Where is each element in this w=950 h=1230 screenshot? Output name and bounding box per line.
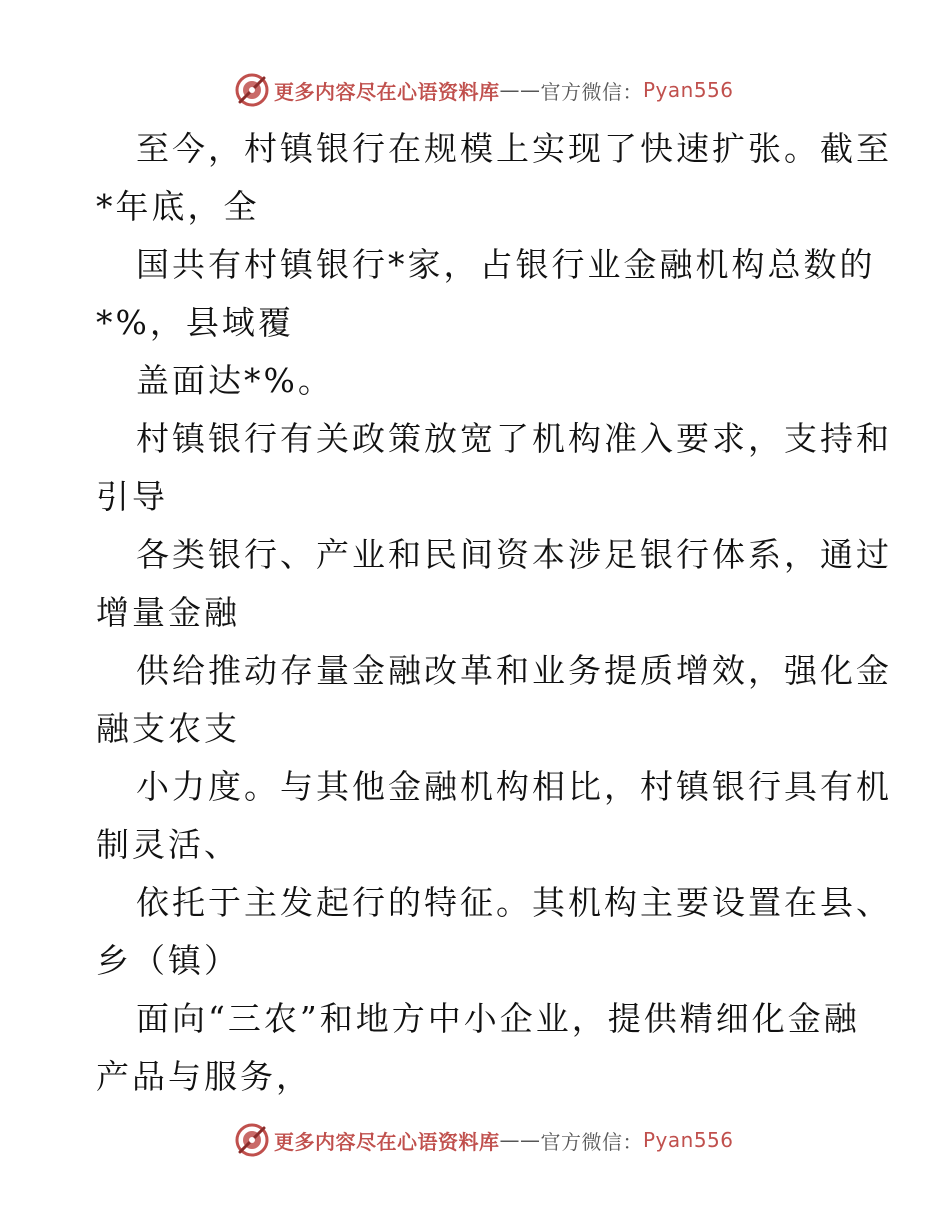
text-line: 村镇银行有关政策放宽了机构准入要求，支持和: [136, 419, 892, 458]
text-line: 供给推动存量金融改革和业务提质增效，强化金: [136, 651, 892, 690]
text-line: 各类银行、产业和民间资本涉足银行体系，通过: [136, 535, 892, 574]
text-line: 融支农支: [96, 709, 240, 748]
text-line: 依托于主发起行的特征。其机构主要设置在县、: [136, 883, 892, 922]
text-line: 国共有村镇银行*家，占银行业金融机构总数的: [136, 245, 876, 284]
text-line: 盖面达*%。: [136, 361, 334, 400]
document-body: [96, 120, 892, 1106]
header-banner: [234, 70, 734, 110]
text-line: 至今，村镇银行在规模上实现了快速扩张。截至: [136, 129, 892, 168]
banner-title: 更多内容尽在心语资料库: [274, 79, 500, 104]
banner-wechat-label: 官方微信：: [540, 1129, 643, 1154]
banner-dash: ——: [499, 1128, 541, 1152]
banner-title: 更多内容尽在心语资料库: [274, 1129, 500, 1154]
text-line: 小力度。与其他金融机构相比，村镇银行具有机: [136, 767, 892, 806]
text-line: *年底，全: [96, 187, 260, 226]
text-line: 乡（镇）: [96, 941, 240, 980]
seal-logo-icon: [234, 1122, 270, 1158]
text-line: 产品与服务，: [96, 1057, 312, 1096]
banner-wechat-label: 官方微信：: [540, 79, 643, 104]
banner-wechat-id: Pyan556: [643, 78, 734, 102]
text-line: 面向“三农”和地方中小企业，提供精细化金融: [136, 999, 860, 1038]
text-line: 增量金融: [96, 593, 240, 632]
seal-logo-icon: [234, 72, 270, 108]
banner-wechat-id: Pyan556: [643, 1128, 734, 1152]
text-line: 引导: [96, 477, 168, 516]
text-line: *%，县域覆: [96, 303, 294, 342]
text-line: 制灵活、: [96, 825, 240, 864]
footer-banner: [234, 1120, 734, 1160]
banner-dash: ——: [499, 78, 541, 102]
